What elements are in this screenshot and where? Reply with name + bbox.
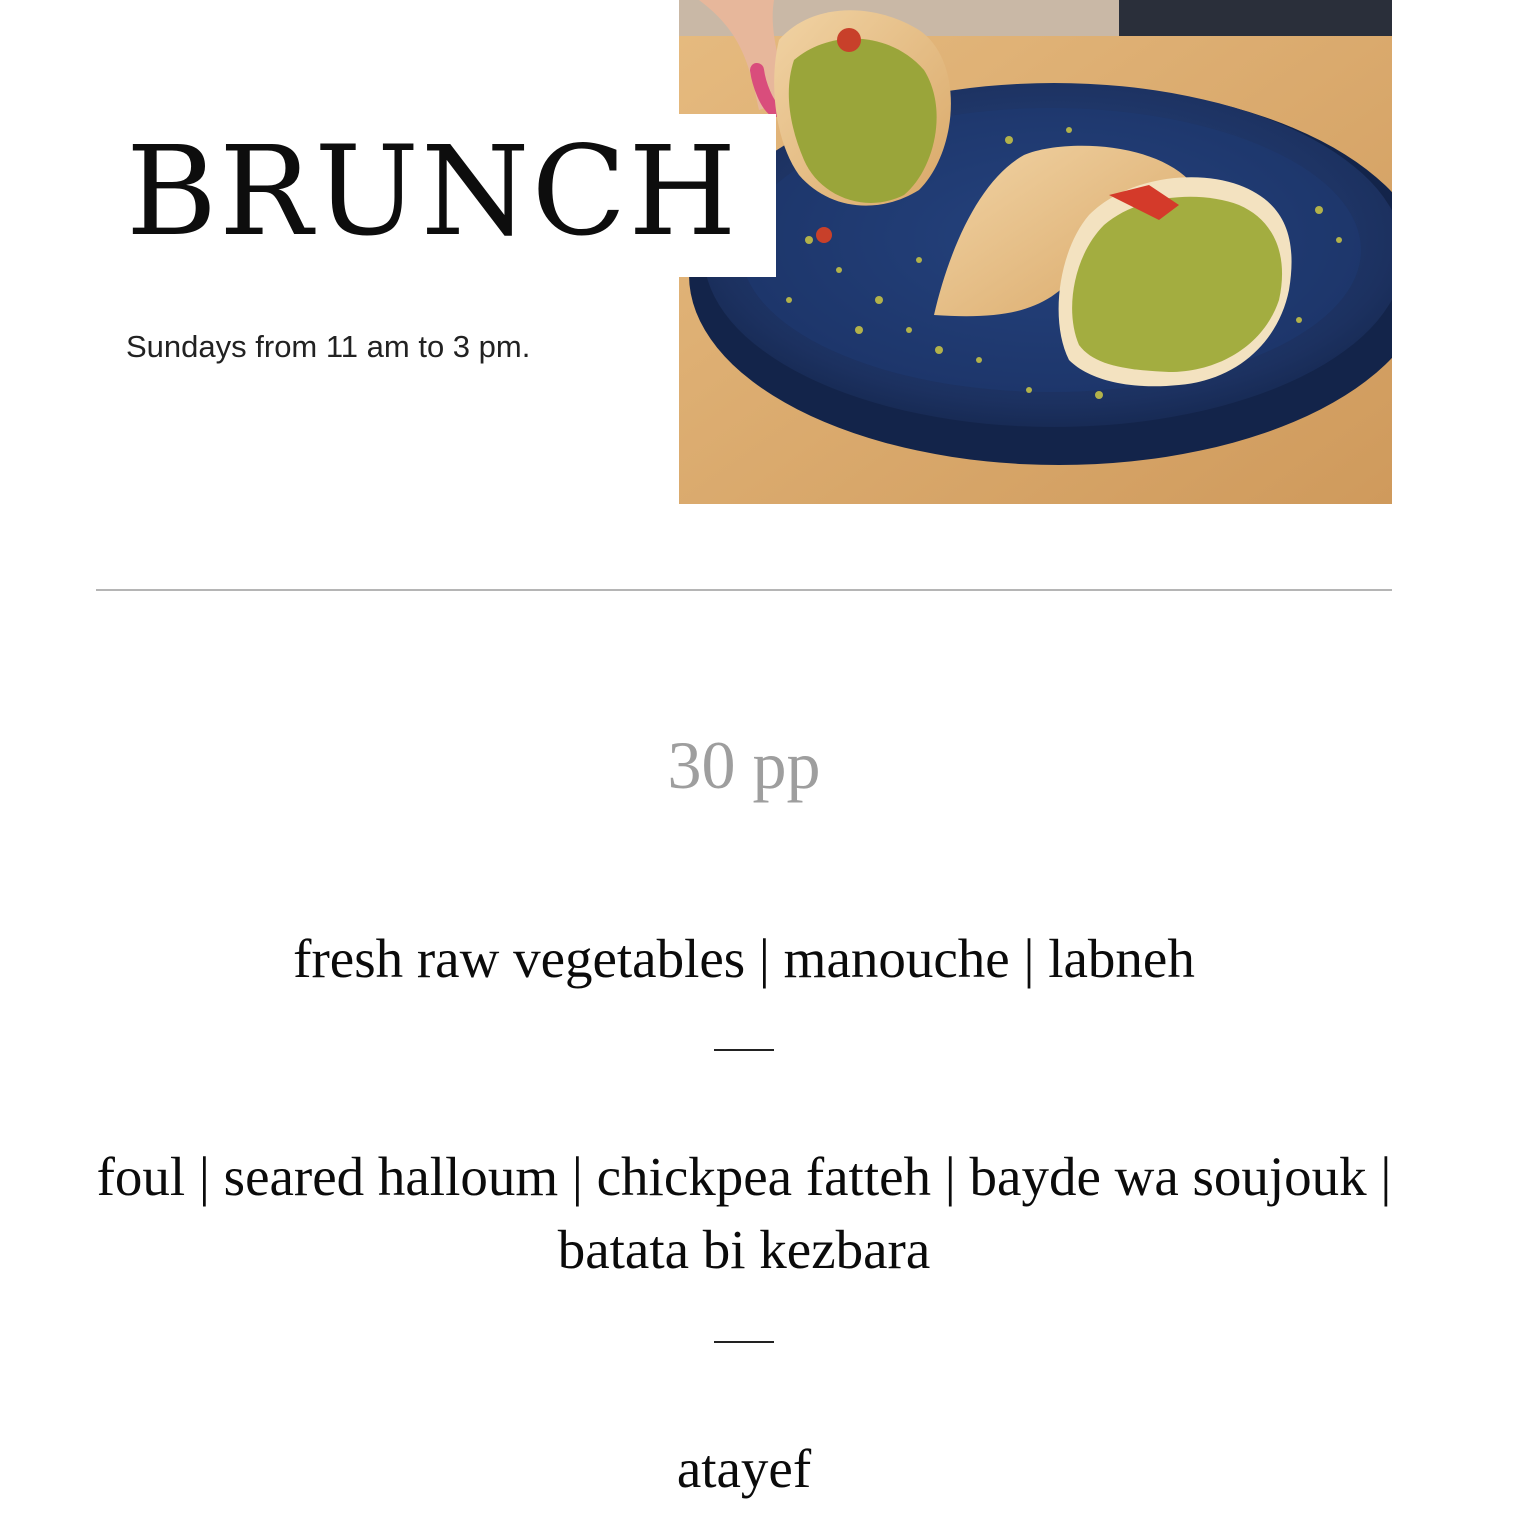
hero-food-photo: [679, 0, 1392, 504]
brunch-hours: Sundays from 11 am to 3 pm.: [126, 329, 531, 364]
course-separator: [714, 1049, 774, 1051]
course-separator: [714, 1341, 774, 1343]
menu-course-2: foul | seared halloum | chickpea fatteh | bayde wa soujouk | batata bi kezbara: [96, 1146, 1392, 1280]
page-title: BRUNCH: [126, 120, 739, 264]
menu-course-1: fresh raw vegetables | manouche | labneh: [293, 928, 1195, 989]
menu-course-3: atayef: [676, 1438, 812, 1499]
menu-price: 30 pp: [667, 727, 821, 803]
section-divider: [96, 589, 1392, 591]
